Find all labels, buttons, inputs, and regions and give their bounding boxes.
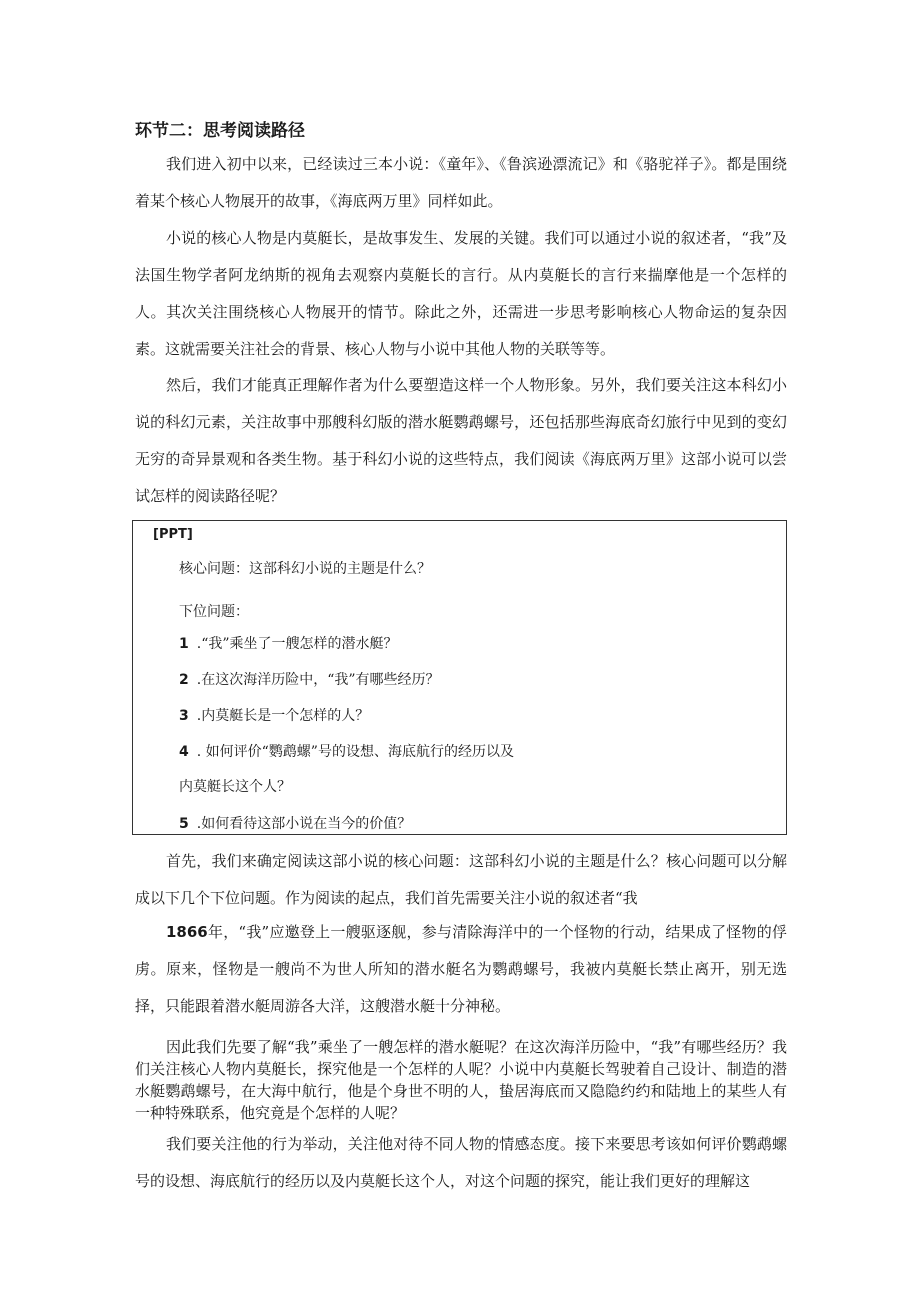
ppt-item-text: . 如何评价“鹦鹉螺”号的设想、海底航行的经历以及 <box>196 744 514 760</box>
ppt-item-number: 2 <box>179 672 189 688</box>
ppt-item-text: .如何看待这部小说在当今的价值？ <box>196 816 412 832</box>
ppt-tag: [PPT] <box>153 527 193 542</box>
year-1866: 1866 <box>166 923 208 941</box>
ppt-core-question: 核心问题：这部科幻小说的主题是什么？ <box>179 561 431 577</box>
ppt-item <box>179 705 369 725</box>
paragraph-1866 <box>135 914 787 1025</box>
ppt-item-number: 5 <box>179 816 189 832</box>
ppt-item <box>179 633 398 653</box>
ppt-item-text: .内莫艇长是一个怎样的人？ <box>196 708 370 724</box>
ppt-item-number: 1 <box>179 636 189 652</box>
ppt-sub-label: 下位问题： <box>179 604 249 620</box>
ppt-item-number: 3 <box>179 708 189 724</box>
ppt-item-continuation: 内莫艇长这个人？ <box>179 779 291 795</box>
paragraph-core-question: 首先，我们来确定阅读这部小说的核心问题：这部科幻小说的主题是什么？核心问题可以分解成以下几个下位问题。作为阅读的起点，我们首先需要关注小说的叙述者“我 <box>135 852 787 907</box>
paragraph-intro: 我们进入初中以来，已经读过三本小说：《童年》、《鲁滨逊漂流记》和《骆驼祥子》。都是围绕着某个核心人物展开的故事，《海底两万里》同样如此。 <box>135 155 787 210</box>
ppt-box <box>132 520 787 835</box>
ppt-item <box>179 813 411 833</box>
ppt-item <box>179 669 440 689</box>
section-heading: 环节二：思考阅读路径 <box>135 121 305 141</box>
ppt-item <box>179 741 514 761</box>
ppt-item-number: 4 <box>179 744 189 760</box>
paragraph-1866-text: 年，“我”应邀登上一艘驱逐舰，参与清除海洋中的一个怪物的行动，结果成了怪物的俘虏。原来，怪物是一艘尚不为世人所知的潜水艇名为鹦鹉螺号，我被内莫艇长禁止离开，别无选择，只能跟着潜水艇周游各大洋，这艘潜水艇十分神秘。 <box>135 923 787 1015</box>
paragraph-core-character: 小说的核心人物是内莫艇长，是故事发生、发展的关键。我们可以通过小说的叙述者，“我”及法国生物学者阿龙纳斯的视角去观察内莫艇长的言行。从内莫艇长的言行来揣摩他是一个怎样的人。其次关注围绕核心人物展开的情节。除此之外，还需进一步思考影响核心人物命运的复杂因素。这就需要关注社会的背景、核心人物与小说中其他人物的关联等等。 <box>135 229 787 358</box>
paragraph-behavior: 我们要关注他的行为举动，关注他对待不同人物的情感态度。接下来要思考该如何评价鹦鹉螺号的设想、海底航行的经历以及内莫艇长这个人，对这个问题的探究，能让我们更好的理解这 <box>135 1135 787 1190</box>
ppt-item-text: .“我”乘坐了一艘怎样的潜水艇？ <box>196 636 398 652</box>
paragraph-sci-fi: 然后，我们才能真正理解作者为什么要塑造这样一个人物形象。另外，我们要关注这本科幻小说的科幻元素，关注故事中那艘科幻版的潜水艇鹦鹉螺号，还包括那些海底奇幻旅行中见到的变幻无穷的奇异景观和各类生物。基于科幻小说的这些特点，我们阅读《海底两万里》这部小说可以尝试怎样的阅读路径呢？ <box>135 376 787 505</box>
paragraph-therefore: 因此我们先要了解“我”乘坐了一艘怎样的潜水艇呢？在这次海洋历险中，“我”有哪些经历？我们关注核心人物内莫艇长，探究他是一个怎样的人呢？小说中内莫艇长驾驶着自己设计、制造的潜水艇鹦鹉螺号，在大海中航行，他是个身世不明的人，蛰居海底而又隐隐约约和陆地上的某些人有一种特殊联系，他究竟是个怎样的人呢？ <box>135 1038 787 1122</box>
ppt-item-text: .在这次海洋历险中，“我”有哪些经历？ <box>196 672 440 688</box>
